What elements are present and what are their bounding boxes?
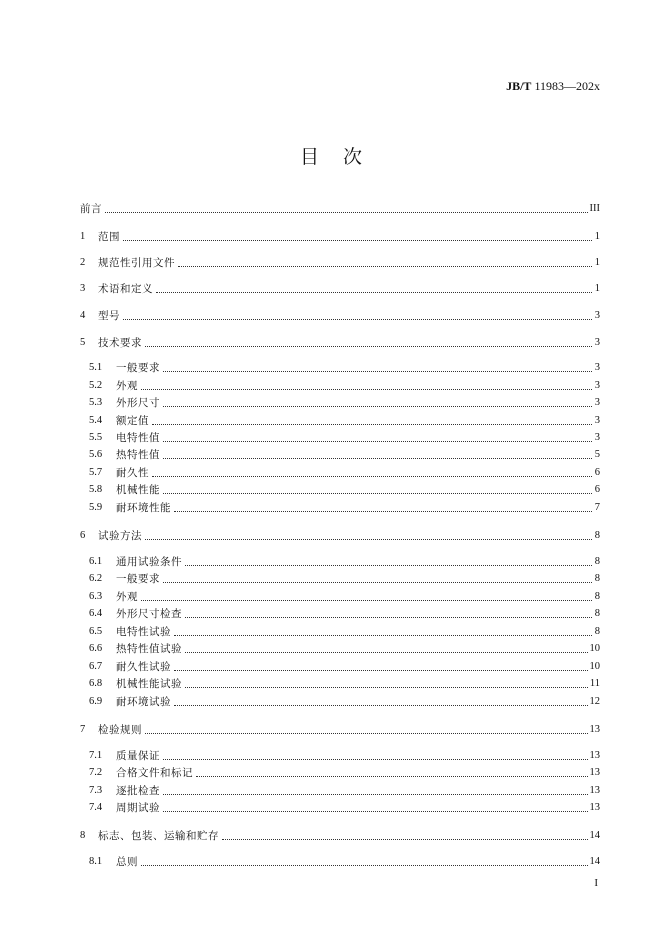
- toc-entry-number: 8.1: [89, 856, 103, 867]
- toc-entry[interactable]: [89, 623, 600, 639]
- document-code: [506, 79, 600, 94]
- toc-entry[interactable]: [89, 782, 600, 798]
- toc-entry-number: 6: [80, 530, 86, 541]
- toc-entry[interactable]: [80, 721, 600, 737]
- toc-entry-label: 外形尺寸: [116, 397, 160, 409]
- toc-entry-label: 一般要求: [116, 573, 160, 585]
- toc-entry-number: 5.1: [89, 362, 103, 373]
- toc-entry-label: 通用试验条件: [116, 556, 182, 568]
- toc-entry-number: 6.9: [89, 696, 103, 707]
- toc-entry[interactable]: [89, 658, 600, 674]
- toc-entry-label: 一般要求: [116, 362, 160, 374]
- toc-leader-dots: [185, 617, 592, 618]
- document-code-prefix: JB/T: [506, 79, 532, 93]
- toc-leader-dots: [145, 733, 588, 734]
- toc-entry-number: 6.8: [89, 678, 103, 689]
- toc-entry-label: 耐环境试验: [116, 696, 171, 708]
- toc-entry-number: 5.7: [89, 467, 103, 478]
- toc-entry[interactable]: [80, 827, 600, 843]
- toc-entry[interactable]: [89, 446, 600, 462]
- toc-entry-page: 6: [594, 484, 600, 495]
- toc-leader-dots: [152, 476, 592, 477]
- toc-entry[interactable]: [89, 605, 600, 621]
- toc-leader-dots: [156, 292, 592, 293]
- toc-leader-dots: [163, 441, 592, 442]
- toc-entry[interactable]: [89, 394, 600, 410]
- toc-entry-page: 3: [594, 397, 600, 408]
- toc-entry-page: 1: [594, 257, 600, 268]
- toc-entry-page: 10: [589, 661, 600, 672]
- toc-leader-dots: [163, 582, 592, 583]
- toc-entry-page: 8: [594, 591, 600, 602]
- toc-leader-dots: [105, 212, 588, 213]
- toc-entry-number: 5.5: [89, 432, 103, 443]
- toc-entry-page: 11: [589, 678, 600, 689]
- toc-leader-dots: [174, 670, 588, 671]
- toc-entry-number: 6.2: [89, 573, 103, 584]
- toc-entry-page: 3: [594, 362, 600, 373]
- toc-leader-dots: [123, 240, 592, 241]
- toc-entry-page: 13: [589, 785, 600, 796]
- toc-entry-number: 7.3: [89, 785, 103, 796]
- toc-entry-page: 13: [589, 750, 600, 761]
- toc-entry-page: 1: [594, 283, 600, 294]
- toc-entry-number: 6.5: [89, 626, 103, 637]
- toc-entry-label: 热特性值: [116, 449, 160, 461]
- toc-entry-page: 8: [594, 626, 600, 637]
- toc-entry-page: 8: [594, 530, 600, 541]
- toc-entry-number: 5.9: [89, 502, 103, 513]
- toc-entry-number: 7.1: [89, 750, 103, 761]
- toc-entry-label: 技术要求: [98, 337, 142, 349]
- toc-entry-page: 5: [594, 449, 600, 460]
- toc-leader-dots: [152, 424, 592, 425]
- toc-leader-dots: [145, 346, 592, 347]
- toc-leader-dots: [178, 266, 592, 267]
- toc-entry-number: 3: [80, 283, 86, 294]
- toc-entry-page: 3: [594, 337, 600, 348]
- toc-entry-page: 1: [594, 231, 600, 242]
- toc-entry[interactable]: [80, 200, 600, 216]
- toc-entry-label: 逐批检查: [116, 785, 160, 797]
- toc-leader-dots: [163, 794, 588, 795]
- toc-entry[interactable]: [89, 464, 600, 480]
- toc-entry[interactable]: [89, 359, 600, 375]
- toc-leader-dots: [163, 458, 592, 459]
- toc-leader-dots: [163, 759, 588, 760]
- toc-entry-number: 6.7: [89, 661, 103, 672]
- toc-entry[interactable]: [80, 228, 600, 244]
- toc-leader-dots: [196, 776, 588, 777]
- toc-entry-number: 8: [80, 830, 86, 841]
- toc-entry-number: 6.3: [89, 591, 103, 602]
- toc-entry[interactable]: [89, 675, 600, 691]
- toc-entry-label: 质量保证: [116, 750, 160, 762]
- toc-leader-dots: [174, 635, 592, 636]
- toc-leader-dots: [185, 652, 588, 653]
- toc-leader-dots: [163, 811, 588, 812]
- toc-entry-page: 14: [589, 830, 600, 841]
- toc-entry[interactable]: [80, 334, 600, 350]
- toc-entry-label: 范围: [98, 231, 120, 243]
- toc-leader-dots: [222, 839, 588, 840]
- toc-entry-label: 标志、包装、运输和贮存: [98, 830, 219, 842]
- toc-leader-dots: [163, 493, 592, 494]
- toc-entry[interactable]: [89, 481, 600, 497]
- toc-entry-label: 电特性试验: [116, 626, 171, 638]
- toc-entry-label: 热特性值试验: [116, 643, 182, 655]
- toc-entry-page: 10: [589, 643, 600, 654]
- toc-leader-dots: [123, 319, 592, 320]
- toc-entry-page: 8: [594, 573, 600, 584]
- toc-entry[interactable]: [89, 764, 600, 780]
- toc-entry-label: 耐久性: [116, 467, 149, 479]
- toc-leader-dots: [174, 511, 592, 512]
- toc-entry-number: 5.2: [89, 380, 103, 391]
- toc-entry-label: 总则: [116, 856, 138, 868]
- toc-leader-dots: [141, 600, 592, 601]
- toc-entry[interactable]: [89, 853, 600, 869]
- toc-entry-number: 2: [80, 257, 86, 268]
- toc-entry[interactable]: [89, 570, 600, 586]
- toc-leader-dots: [163, 371, 592, 372]
- toc-entry-number: 4: [80, 310, 86, 321]
- toc-entry-page: 3: [594, 415, 600, 426]
- toc-entry-label: 型号: [98, 310, 120, 322]
- toc-entry-page: 3: [594, 310, 600, 321]
- toc-entry-number: 5.6: [89, 449, 103, 460]
- toc-entry-label: 外形尺寸检查: [116, 608, 182, 620]
- toc-entry-page: III: [589, 203, 600, 214]
- page-number: I: [594, 877, 598, 889]
- toc-entry-number: 7.4: [89, 802, 103, 813]
- toc-entry-number: 5.4: [89, 415, 103, 426]
- toc-entry-number: 7: [80, 724, 86, 735]
- toc-entry[interactable]: [89, 747, 600, 763]
- toc-entry-label: 检验规则: [98, 724, 142, 736]
- toc-entry-number: 5.3: [89, 397, 103, 408]
- toc-entry-label: 耐久性试验: [116, 661, 171, 673]
- toc-entry-label: 额定值: [116, 415, 149, 427]
- toc-leader-dots: [174, 705, 588, 706]
- toc-leader-dots: [163, 406, 592, 407]
- toc-entry-page: 6: [594, 467, 600, 478]
- toc-entry-page: 3: [594, 432, 600, 443]
- toc-entry-number: 7.2: [89, 767, 103, 778]
- toc-entry-number: 6.1: [89, 556, 103, 567]
- toc-entry[interactable]: [89, 429, 600, 445]
- toc-entry-label: 合格文件和标记: [116, 767, 193, 779]
- toc-entry[interactable]: [80, 254, 600, 270]
- toc-entry-number: 5.8: [89, 484, 103, 495]
- toc-entry-page: 13: [589, 802, 600, 813]
- toc-entry-label: 周期试验: [116, 802, 160, 814]
- toc-entry-label: 耐环境性能: [116, 502, 171, 514]
- toc-entry-label: 外观: [116, 380, 138, 392]
- toc-entry-label: 电特性值: [116, 432, 160, 444]
- toc-entry-page: 12: [589, 696, 600, 707]
- toc-leader-dots: [185, 565, 592, 566]
- toc-entry-label: 外观: [116, 591, 138, 603]
- page-title: 目次: [299, 146, 386, 168]
- toc-entry-page: 14: [589, 856, 600, 867]
- toc-entry-page: 3: [594, 380, 600, 391]
- toc-leader-dots: [141, 389, 592, 390]
- toc-entry-page: 13: [589, 767, 600, 778]
- toc-entry[interactable]: [89, 640, 600, 656]
- toc-entry-number: 1: [80, 231, 86, 242]
- toc-entry-page: 7: [594, 502, 600, 513]
- toc-entry-page: 13: [589, 724, 600, 735]
- toc-entry-label: 术语和定义: [98, 283, 153, 295]
- toc-leader-dots: [185, 687, 588, 688]
- toc-entry-label: 试验方法: [98, 530, 142, 542]
- toc-entry-page: 8: [594, 556, 600, 567]
- toc-entry[interactable]: [89, 499, 600, 515]
- toc-leader-dots: [141, 865, 588, 866]
- toc-entry[interactable]: [80, 280, 600, 296]
- toc-entry-label: 规范性引用文件: [98, 257, 175, 269]
- toc-entry[interactable]: [80, 527, 600, 543]
- toc-entry[interactable]: [89, 412, 600, 428]
- toc-entry-label: 机械性能试验: [116, 678, 182, 690]
- toc-entry-label: 机械性能: [116, 484, 160, 496]
- toc-entry-number: 5: [80, 337, 86, 348]
- toc-entry[interactable]: [89, 588, 600, 604]
- toc-entry[interactable]: [89, 553, 600, 569]
- toc-entry[interactable]: [89, 377, 600, 393]
- toc-entry-number: 6.4: [89, 608, 103, 619]
- document-code-number: 11983—202x: [531, 79, 600, 93]
- toc-entry-label: 前言: [80, 203, 102, 215]
- toc-entry-page: 8: [594, 608, 600, 619]
- toc-entry[interactable]: [80, 307, 600, 323]
- toc-entry[interactable]: [89, 799, 600, 815]
- toc-leader-dots: [145, 539, 592, 540]
- toc-entry[interactable]: [89, 693, 600, 709]
- toc-entry-number: 6.6: [89, 643, 103, 654]
